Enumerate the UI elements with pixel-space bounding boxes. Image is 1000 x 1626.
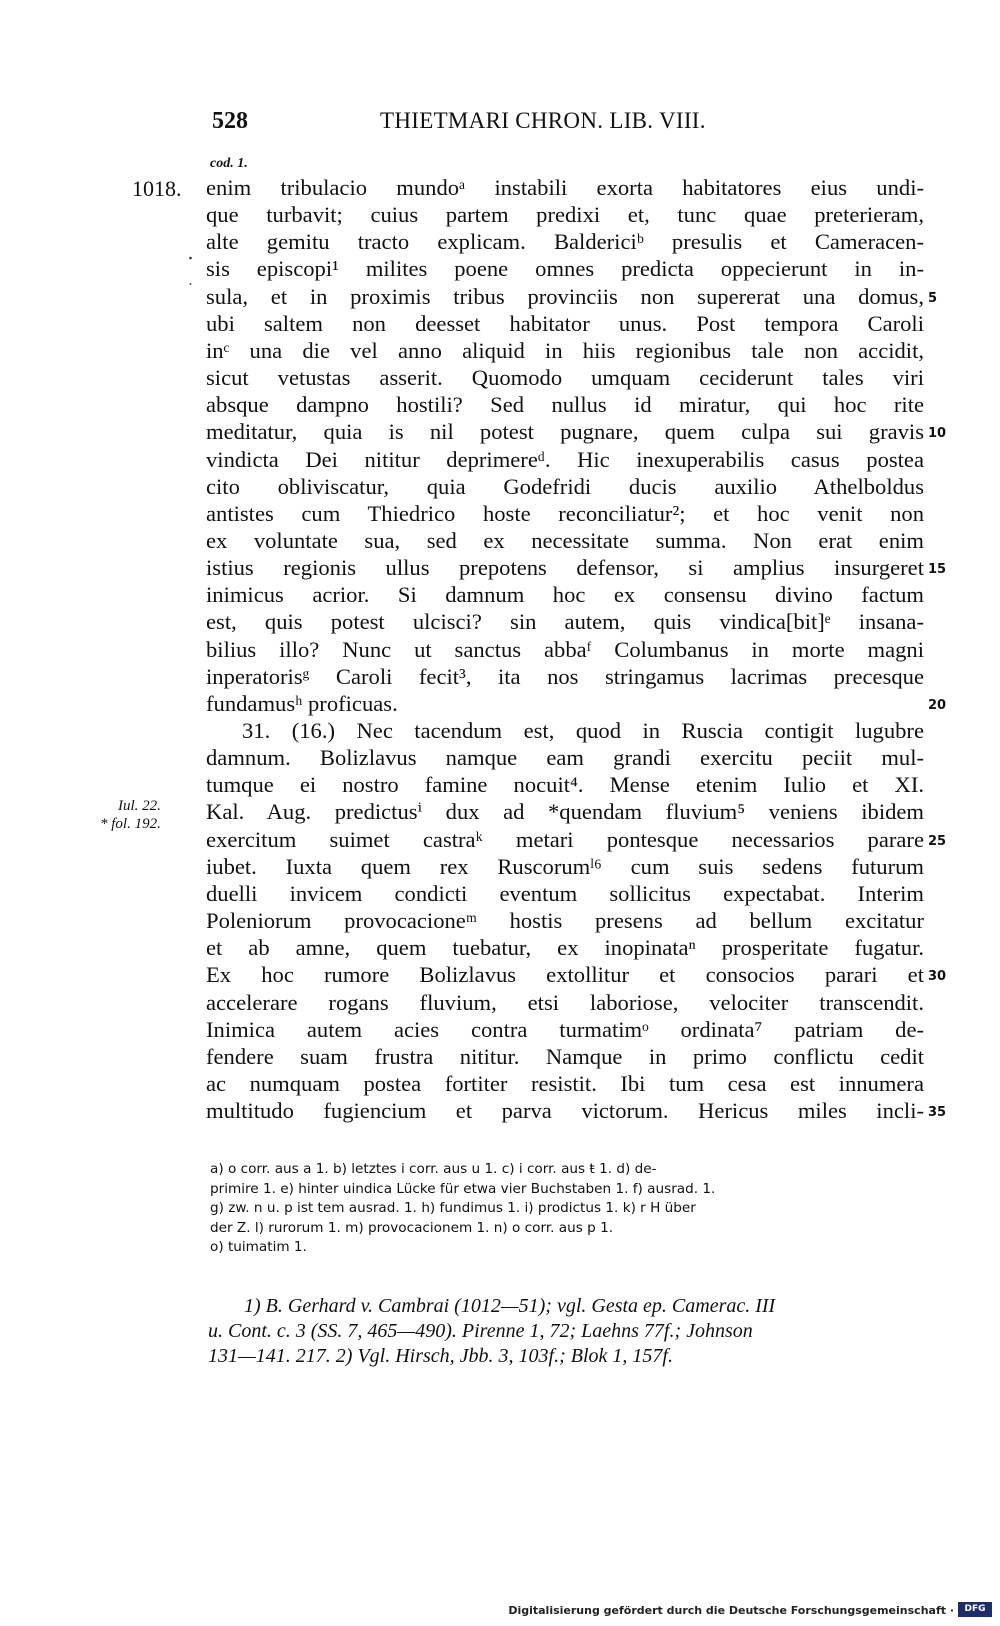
text-line: que turbavit; cuius partem predixi et, tunc quae preterieram, xyxy=(206,202,924,228)
apparatus-line: o) tuimatim 1. xyxy=(210,1239,307,1255)
running-head: THIETMARI CHRON. LIB. VIII. xyxy=(380,108,706,133)
text-line: 31. (16.) Nec tacendum est, quod in Ruscia contigit lugubre xyxy=(242,718,924,743)
codex-label: cod. 1. xyxy=(210,156,248,171)
line-number: 20 xyxy=(928,697,947,713)
apparatus-line: a) o corr. aus a 1. b) letztes i corr. aus u 1. c) i corr. aus ŧ 1. d) de- xyxy=(210,1161,657,1177)
text-line: sis episcopi¹ milites poene omnes predicta oppecierunt in in- xyxy=(206,256,924,282)
historical-note-line: 131—141. 217. 2) Vgl. Hirsch, Jbb. 3, 103f.; Blok 1, 157f. xyxy=(208,1345,673,1367)
text-line: sula, et in proximis tribus provinciis non supererat una domus, xyxy=(206,283,924,309)
text-line: enim tribulacio mundoᵃ instabili exorta habitatores eius undi- xyxy=(206,175,924,200)
text-line: ex voluntate sua, sed ex necessitate summa. Non erat enim xyxy=(206,527,924,553)
text-line: exercitum suimet castraᵏ metari pontesque necessarios parare xyxy=(206,826,924,852)
text-line: sicut vetustas asserit. Quomodo umquam ceciderunt tales viri xyxy=(206,365,924,391)
line-number: 15 xyxy=(928,562,947,578)
text-line: et ab amne, quem tuebatur, ex inopinataⁿ prosperitate fugatur. xyxy=(206,935,924,961)
text-line: alte gemitu tracto explicam. Baldericiᵇ presulis et Cameracen- xyxy=(206,229,924,255)
text-line: Inimica autem acies contra turmatimᵒ ordinata⁷ patriam de- xyxy=(206,1016,924,1042)
text-line: inᶜ una die vel anno aliquid in hiis regionibus tale non accidit, xyxy=(206,337,924,363)
margin-note-date: Iul. 22. xyxy=(118,798,161,814)
digitization-credit: Digitalisierung gefördert durch die Deutsche Forschungsgemeinschaft · xyxy=(508,1604,954,1617)
line-number: 5 xyxy=(928,290,938,306)
text-line: est, quis potest ulcisci? sin autem, quis vindica[bit]ᵉ insana- xyxy=(206,609,924,635)
text-line: ac numquam postea fortiter resistit. Ibi tum cesa est innumera xyxy=(206,1070,924,1096)
text-line: meditatur, quia is nil potest pugnare, quem culpa sui gravis xyxy=(206,419,924,445)
text-line: tumque ei nostro famine nocuit⁴. Mense etenim Iulio et XI. xyxy=(206,772,924,798)
text-line: multitudo fugiencium et parva victorum. Hericus miles incli- xyxy=(206,1098,924,1124)
line-number: 35 xyxy=(928,1105,947,1121)
text-line: antistes cum Thiedrico hoste reconciliatur²; et hoc venit non xyxy=(206,500,924,526)
text-line: istius regionis ullus prepotens defensor, si amplius insurgeret xyxy=(206,555,924,581)
text-line: absque dampno hostili? Sed nullus id miratur, qui hoc rite xyxy=(206,392,924,418)
apparatus-line: g) zw. n u. p ist tem ausrad. 1. h) fundimus 1. i) prodictus 1. k) r H über xyxy=(210,1200,696,1216)
text-line: Ex hoc rumore Bolizlavus extollitur et consocios parari et xyxy=(206,962,924,988)
text-line: inperatorisᵍ Caroli fecit³, ita nos stringamus lacrimas precesque xyxy=(206,663,924,689)
text-line: bilius illo? Nunc ut sanctus abbaᶠ Columbanus in morte magni xyxy=(206,636,924,662)
text-line: accelerare rogans fluvium, etsi laboriose, velociter transcendit. xyxy=(206,989,924,1015)
margin-note-folio: * fol. 192. xyxy=(100,816,161,832)
apparatus-line: der Z. l) rurorum 1. m) provocacionem 1. n) o corr. aus p 1. xyxy=(210,1219,614,1236)
text-line: Poleniorum provocacioneᵐ hostis presens ad bellum excitatur xyxy=(206,908,924,934)
margin-dots xyxy=(189,256,192,286)
line-number: 30 xyxy=(928,969,947,985)
text-line: iubet. Iuxta quem rex Ruscorumˡ⁶ cum suis sedens futurum xyxy=(206,853,924,879)
line-number: 10 xyxy=(928,426,947,442)
text-line: duelli invicem condicti eventum sollicitus expectabat. Interim xyxy=(206,880,924,906)
apparatus-line: primire 1. e) hinter uindica Lücke für etwa vier Buchstaben 1. f) ausrad. 1. xyxy=(210,1180,716,1197)
text-line: vindicta Dei nititur deprimereᵈ. Hic inexuperabilis casus postea xyxy=(206,446,924,472)
text-line: inimicus acrior. Si damnum hoc ex consensu divino factum xyxy=(206,582,924,608)
text-line: cito obliviscatur, quia Godefridi ducis auxilio Athelboldus xyxy=(206,473,924,499)
year-marker: 1018. xyxy=(132,176,182,201)
line-number: 25 xyxy=(928,833,947,849)
historical-note-line: u. Cont. c. 3 (SS. 7, 465—490). Pirenne 1, 72; Laehns 77f.; Johnson xyxy=(208,1320,753,1342)
text-line: damnum. Bolizlavus namque eam grandi exercitu peciit mul- xyxy=(206,745,924,771)
text-line: ubi saltem non deesset habitator unus. Post tempora Caroli xyxy=(206,310,924,336)
historical-note-line: 1) B. Gerhard v. Cambrai (1012—51); vgl. Gesta ep. Camerac. III xyxy=(244,1295,776,1317)
text-line: fendere suam frustra nititur. Namque in primo conflictu cedit xyxy=(206,1043,924,1069)
page-number: 528 xyxy=(212,108,248,134)
text-line: Kal. Aug. predictusⁱ dux ad *quendam fluvium⁵ veniens ibidem xyxy=(206,799,924,825)
dfg-logo: DFG xyxy=(958,1602,992,1617)
text-line: fundamusʰ proficuas. xyxy=(206,690,398,716)
